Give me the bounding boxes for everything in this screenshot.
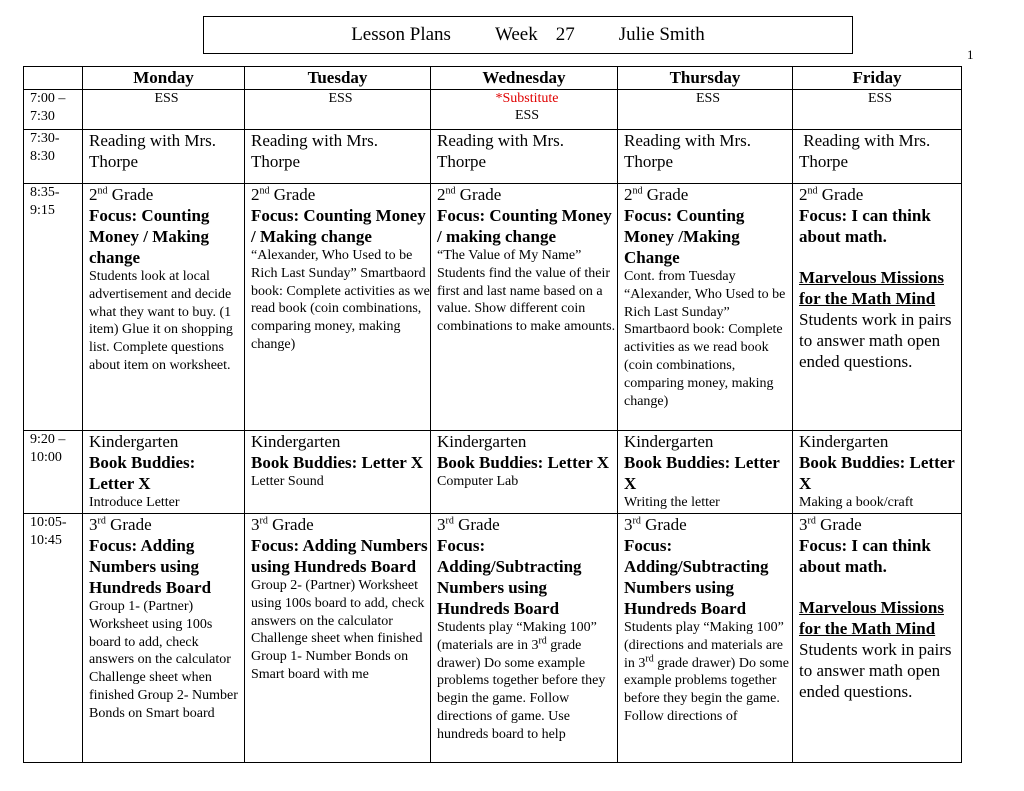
details-text: Students look at local advertisement and decide what they want to buy. (1 item) Glue it on shopping list. Complete questions about item on worksheet. bbox=[89, 269, 233, 373]
grade-label: Kindergarten bbox=[799, 432, 889, 451]
details-text: Computer Lab bbox=[437, 474, 519, 489]
focus-text: Focus: I can think about math. bbox=[799, 206, 931, 246]
focus-text: Book Buddies: Letter X bbox=[799, 453, 955, 493]
lesson-cell bbox=[245, 184, 431, 431]
details-text: Students play “Making 100” (directions and materials are in 3rd grade drawer) Do some example problems together before they begin the game. Follow directions of bbox=[624, 620, 790, 724]
lesson-cell bbox=[793, 184, 962, 431]
details-text: Making a book/craft bbox=[799, 495, 914, 510]
details-text: Students work in pairs to answer math open ended questions. bbox=[799, 310, 952, 371]
marvelous-missions-title: Marvelous Missions for the Math Mind bbox=[799, 268, 944, 308]
lesson-cell bbox=[83, 184, 245, 431]
details-text: Group 1- (Partner) Worksheet using 100s board to add, check answers on the calculator Challenge sheet when finished Group 2- Number Bonds on Smart board bbox=[89, 599, 238, 721]
grade-label: 3rd Grade bbox=[624, 515, 687, 534]
header-title-box bbox=[203, 16, 853, 54]
focus-text: Book Buddies: Letter X bbox=[437, 453, 610, 472]
details-text: “Alexander, Who Used to be Rich Last Sunday” Smartbaord book: Complete activities as we read book (coin combinations, comparing money, making change) bbox=[251, 248, 430, 352]
grade-label: Kindergarten bbox=[251, 432, 341, 451]
marvelous-missions-title: Marvelous Missions for the Math Mind bbox=[799, 598, 944, 638]
focus-text: Focus: I can think about math. bbox=[799, 536, 931, 576]
focus-text: Focus: Counting Money / Making change bbox=[251, 206, 426, 246]
focus-text: Book Buddies: Letter X bbox=[251, 453, 424, 472]
ess-cell: ESS bbox=[83, 90, 245, 130]
details-text: Introduce Letter bbox=[89, 495, 180, 510]
corner-cell bbox=[24, 67, 83, 90]
grade-label: 2nd Grade bbox=[437, 185, 502, 204]
details-text: Students play “Making 100” (materials are in 3rd grade drawer) Do some example problems together before they begin the game. Follow directions of game. Use hundreds board to help bbox=[437, 620, 606, 742]
lesson-cell bbox=[793, 431, 962, 514]
focus-text: Focus: Counting Money / making change bbox=[437, 206, 612, 246]
details-text: Writing the letter bbox=[624, 495, 720, 510]
focus-text: Focus: Adding Numbers using Hundreds Board bbox=[89, 536, 212, 597]
grade-label: 2nd Grade bbox=[251, 185, 316, 204]
lesson-cell bbox=[793, 514, 962, 763]
focus-text: Focus: Adding/Subtracting Numbers using Hundreds Board bbox=[624, 536, 769, 618]
ess-cell: ESS bbox=[793, 90, 962, 130]
grade-label: 3rd Grade bbox=[251, 515, 314, 534]
ess-cell: *Substitute ESS bbox=[431, 90, 618, 130]
table-row bbox=[24, 184, 962, 431]
focus-text: Focus: Counting Money / Making change bbox=[89, 206, 210, 267]
lesson-cell: Reading with Mrs. Thorpe bbox=[431, 130, 618, 184]
lesson-cell bbox=[83, 514, 245, 763]
lesson-cell bbox=[431, 184, 618, 431]
day-header-wednesday: Wednesday bbox=[431, 67, 618, 90]
grade-label: 3rd Grade bbox=[89, 515, 152, 534]
time-cell: 7:00 – 7:30 bbox=[24, 90, 83, 130]
ess-cell: ESS bbox=[618, 90, 793, 130]
time-cell: 10:05- 10:45 bbox=[24, 514, 83, 763]
week-label: Week bbox=[494, 24, 538, 45]
day-header-thursday: Thursday bbox=[618, 67, 793, 90]
teacher-name: Julie Smith bbox=[618, 24, 705, 45]
day-header-tuesday: Tuesday bbox=[245, 67, 431, 90]
table-row bbox=[24, 431, 962, 514]
time-cell: 9:20 – 10:00 bbox=[24, 431, 83, 514]
lesson-cell: Reading with Mrs. Thorpe bbox=[245, 130, 431, 184]
grade-label: Kindergarten bbox=[89, 432, 179, 451]
grade-label: 3rd Grade bbox=[437, 515, 500, 534]
grade-label: 2nd Grade bbox=[799, 185, 864, 204]
table-row bbox=[24, 514, 962, 763]
time-cell: 8:35- 9:15 bbox=[24, 184, 83, 431]
day-header-monday: Monday bbox=[83, 67, 245, 90]
focus-text: Focus: Adding/Subtracting Numbers using Hundreds Board bbox=[437, 536, 582, 618]
time-cell: 7:30- 8:30 bbox=[24, 130, 83, 184]
header-title: Lesson Plans bbox=[351, 24, 451, 45]
grade-label: 3rd Grade bbox=[799, 515, 862, 534]
grade-label: Kindergarten bbox=[624, 432, 714, 451]
week-number: 27 bbox=[555, 24, 575, 45]
page-number: 1 bbox=[967, 47, 974, 62]
focus-text: Focus: Adding Numbers using Hundreds Board bbox=[251, 536, 428, 576]
focus-text: Book Buddies: Letter X bbox=[89, 453, 196, 493]
details-text: “The Value of My Name” Students find the value of their first and last name based on a value. Show different coin combinations to make amounts. bbox=[437, 248, 616, 335]
lesson-cell bbox=[618, 184, 793, 431]
grade-label: Kindergarten bbox=[437, 432, 527, 451]
details-text: Letter Sound bbox=[251, 474, 324, 489]
day-header-row bbox=[24, 67, 962, 90]
lesson-cell bbox=[431, 431, 618, 514]
day-header-friday: Friday bbox=[793, 67, 962, 90]
lesson-cell: Reading with Mrs. Thorpe bbox=[83, 130, 245, 184]
lesson-cell: Reading with Mrs. Thorpe bbox=[793, 130, 962, 184]
grade-label: 2nd Grade bbox=[89, 185, 154, 204]
substitute-note: *Substitute bbox=[495, 91, 559, 106]
details-text: Cont. from Tuesday “Alexander, Who Used to be Rich Last Sunday” Smartbaord book: Complete activities as we read book (coin combinations, comparing money, making change) bbox=[624, 269, 786, 409]
grade-label: 2nd Grade bbox=[624, 185, 689, 204]
ess-cell: ESS bbox=[245, 90, 431, 130]
table-row bbox=[24, 90, 962, 130]
details-text: Group 2- (Partner) Worksheet using 100s board to add, check answers on the calculator Challenge sheet when finished Group 1- Number Bonds on Smart board with me bbox=[251, 578, 425, 682]
table-row bbox=[24, 130, 962, 184]
focus-text: Book Buddies: Letter X bbox=[624, 453, 780, 493]
details-text: Students work in pairs to answer math open ended questions. bbox=[799, 640, 952, 701]
focus-text: Focus: Counting Money /Making Change bbox=[624, 206, 745, 267]
lesson-cell bbox=[245, 431, 431, 514]
lesson-cell bbox=[431, 514, 618, 763]
lesson-cell bbox=[83, 431, 245, 514]
lesson-cell: Reading with Mrs. Thorpe bbox=[618, 130, 793, 184]
lesson-cell bbox=[618, 431, 793, 514]
lesson-cell bbox=[245, 514, 431, 763]
lesson-plan-table bbox=[23, 66, 962, 763]
lesson-cell bbox=[618, 514, 793, 763]
